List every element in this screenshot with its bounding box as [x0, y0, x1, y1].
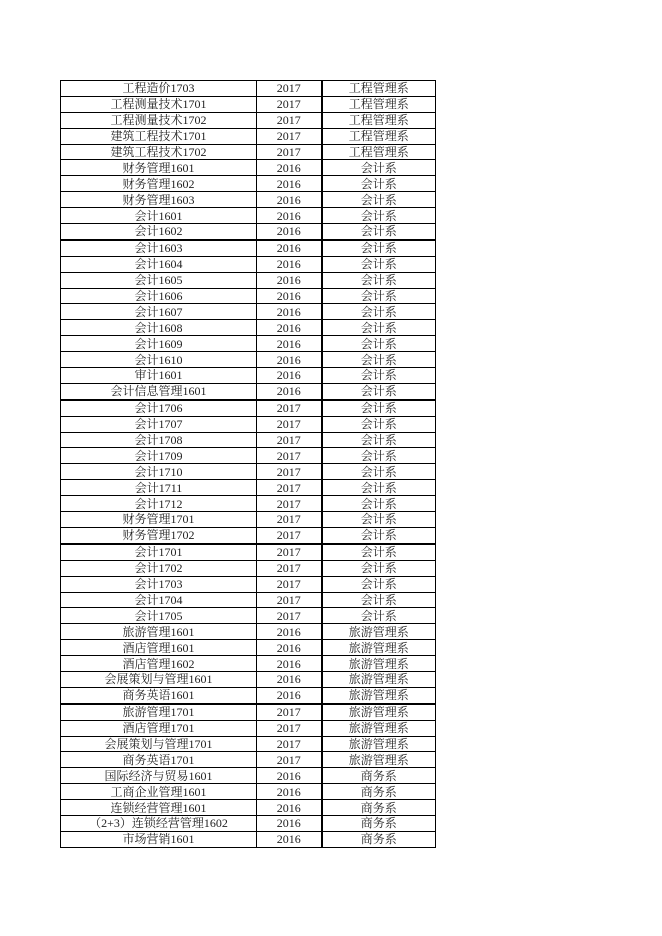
class-name-cell[interactable]: 酒店管理1602: [61, 656, 257, 672]
class-name-cell[interactable]: 会展策划与管理1601: [61, 671, 257, 687]
year-cell[interactable]: 2017: [257, 112, 322, 128]
department-cell[interactable]: 旅游管理系: [322, 736, 436, 752]
year-cell[interactable]: 2017: [257, 448, 322, 464]
table-row: [61, 768, 436, 784]
table-row: [61, 368, 436, 384]
table-row: [61, 81, 436, 97]
year-cell[interactable]: 2017: [257, 496, 322, 512]
table-row: [61, 592, 436, 608]
class-name-cell[interactable]: 商务英语1701: [61, 752, 257, 768]
department-cell[interactable]: 会计系: [322, 416, 436, 432]
table-row: [61, 96, 436, 112]
year-cell[interactable]: 2017: [257, 704, 322, 720]
year-cell[interactable]: 2016: [257, 176, 322, 192]
table-row: [61, 288, 436, 304]
year-cell[interactable]: 2016: [257, 656, 322, 672]
department-cell[interactable]: 会计系: [322, 560, 436, 576]
table-row: [61, 320, 436, 336]
table-row: [61, 464, 436, 480]
class-table: [60, 80, 436, 848]
table-row: [61, 416, 436, 432]
year-cell[interactable]: 2016: [257, 815, 322, 831]
department-cell[interactable]: 工程管理系: [322, 96, 436, 112]
year-cell[interactable]: 2016: [257, 784, 322, 800]
department-cell[interactable]: 旅游管理系: [322, 704, 436, 720]
department-cell[interactable]: 商务系: [322, 831, 436, 847]
department-cell[interactable]: 商务系: [322, 815, 436, 831]
class-name-cell[interactable]: 会计1709: [61, 448, 257, 464]
table-row: [61, 208, 436, 224]
year-cell[interactable]: 2016: [257, 320, 322, 336]
year-cell[interactable]: 2017: [257, 128, 322, 144]
table-row: [61, 496, 436, 512]
department-cell[interactable]: 会计系: [322, 400, 436, 416]
table-row: [61, 272, 436, 288]
table-row: [61, 336, 436, 352]
class-name-cell[interactable]: 会计1710: [61, 464, 257, 480]
table-row: [61, 383, 436, 399]
table-row: [61, 527, 436, 543]
year-cell[interactable]: 2016: [257, 624, 322, 640]
table-row: [61, 304, 436, 320]
table-row: [61, 800, 436, 816]
department-cell[interactable]: 会计系: [322, 176, 436, 192]
department-cell[interactable]: 商务系: [322, 800, 436, 816]
department-cell[interactable]: 会计系: [322, 464, 436, 480]
department-cell[interactable]: 旅游管理系: [322, 640, 436, 656]
year-cell[interactable]: 2017: [257, 81, 322, 97]
department-cell[interactable]: 会计系: [322, 288, 436, 304]
table-row: [61, 704, 436, 720]
department-cell[interactable]: 旅游管理系: [322, 720, 436, 736]
department-cell[interactable]: 旅游管理系: [322, 671, 436, 687]
department-cell[interactable]: 商务系: [322, 768, 436, 784]
class-name-cell[interactable]: 财务管理1701: [61, 512, 257, 528]
class-name-cell[interactable]: 会计1607: [61, 304, 257, 320]
class-name-cell[interactable]: 会计1701: [61, 544, 257, 560]
department-cell[interactable]: 会计系: [322, 592, 436, 608]
class-name-cell[interactable]: 建筑工程技术1701: [61, 128, 257, 144]
class-name-cell[interactable]: 会计1610: [61, 352, 257, 368]
class-name-cell[interactable]: 会计1712: [61, 496, 257, 512]
year-cell[interactable]: 2017: [257, 527, 322, 543]
year-cell[interactable]: 2016: [257, 368, 322, 384]
year-cell[interactable]: 2016: [257, 256, 322, 272]
year-cell[interactable]: 2016: [257, 671, 322, 687]
department-cell[interactable]: 会计系: [322, 576, 436, 592]
department-cell[interactable]: 会计系: [322, 224, 436, 240]
department-cell[interactable]: 会计系: [322, 368, 436, 384]
department-cell[interactable]: 工程管理系: [322, 81, 436, 97]
table-row: [61, 224, 436, 240]
department-cell[interactable]: 会计系: [322, 208, 436, 224]
table-row: [61, 640, 436, 656]
class-name-cell[interactable]: 旅游管理1701: [61, 704, 257, 720]
year-cell[interactable]: 2016: [257, 240, 322, 256]
year-cell[interactable]: 2016: [257, 192, 322, 208]
department-cell[interactable]: 会计系: [322, 240, 436, 256]
table-row: [61, 480, 436, 496]
year-cell[interactable]: 2016: [257, 224, 322, 240]
year-cell[interactable]: 2016: [257, 160, 322, 176]
department-cell[interactable]: 旅游管理系: [322, 656, 436, 672]
table-row: [61, 400, 436, 416]
department-cell[interactable]: 会计系: [322, 527, 436, 543]
year-cell[interactable]: 2016: [257, 304, 322, 320]
class-name-cell[interactable]: 会计1609: [61, 336, 257, 352]
class-name-cell[interactable]: 财务管理1603: [61, 192, 257, 208]
table-row: [61, 656, 436, 672]
table-row: [61, 608, 436, 624]
table-row: [61, 752, 436, 768]
department-cell[interactable]: 会计系: [322, 256, 436, 272]
table-row: [61, 144, 436, 160]
year-cell[interactable]: 2016: [257, 687, 322, 703]
department-cell[interactable]: 会计系: [322, 192, 436, 208]
department-cell[interactable]: 会计系: [322, 304, 436, 320]
table-row: [61, 815, 436, 831]
class-name-cell[interactable]: 工程测量技术1701: [61, 96, 257, 112]
class-name-cell[interactable]: 会计1702: [61, 560, 257, 576]
class-name-cell[interactable]: 会计1601: [61, 208, 257, 224]
class-name-cell[interactable]: 国际经济与贸易1601: [61, 768, 257, 784]
year-cell[interactable]: 2017: [257, 432, 322, 448]
department-cell[interactable]: 旅游管理系: [322, 752, 436, 768]
department-cell[interactable]: 会计系: [322, 432, 436, 448]
table-row: [61, 544, 436, 560]
year-cell[interactable]: 2016: [257, 831, 322, 847]
class-name-cell[interactable]: 会计1704: [61, 592, 257, 608]
year-cell[interactable]: 2016: [257, 800, 322, 816]
year-cell[interactable]: 2017: [257, 464, 322, 480]
class-name-cell[interactable]: 商务英语1601: [61, 687, 257, 703]
department-cell[interactable]: 工程管理系: [322, 128, 436, 144]
class-name-cell[interactable]: 财务管理1601: [61, 160, 257, 176]
year-cell[interactable]: 2017: [257, 480, 322, 496]
class-name-cell[interactable]: 会计1608: [61, 320, 257, 336]
class-name-cell[interactable]: 会计1604: [61, 256, 257, 272]
year-cell[interactable]: 2017: [257, 144, 322, 160]
department-cell[interactable]: 会计系: [322, 272, 436, 288]
year-cell[interactable]: 2017: [257, 96, 322, 112]
department-cell[interactable]: 会计系: [322, 608, 436, 624]
table-row: [61, 624, 436, 640]
table-row: [61, 671, 436, 687]
year-cell[interactable]: 2016: [257, 288, 322, 304]
table-row: [61, 576, 436, 592]
department-cell[interactable]: 工程管理系: [322, 144, 436, 160]
class-name-cell[interactable]: 工程测量技术1702: [61, 112, 257, 128]
department-cell[interactable]: 会计系: [322, 544, 436, 560]
table-row: [61, 256, 436, 272]
department-cell[interactable]: 会计系: [322, 448, 436, 464]
year-cell[interactable]: 2017: [257, 416, 322, 432]
class-name-cell[interactable]: 酒店管理1601: [61, 640, 257, 656]
year-cell[interactable]: 2017: [257, 720, 322, 736]
year-cell[interactable]: 2016: [257, 208, 322, 224]
department-cell[interactable]: 会计系: [322, 496, 436, 512]
class-name-cell[interactable]: 会计信息管理1601: [61, 383, 257, 399]
table-row: [61, 128, 436, 144]
class-name-cell[interactable]: 会计1708: [61, 432, 257, 448]
class-name-cell[interactable]: 会计1703: [61, 576, 257, 592]
year-cell[interactable]: 2017: [257, 736, 322, 752]
class-name-cell[interactable]: 酒店管理1701: [61, 720, 257, 736]
class-name-cell[interactable]: 工商企业管理1601: [61, 784, 257, 800]
table-row: [61, 448, 436, 464]
class-name-cell[interactable]: 会计1602: [61, 224, 257, 240]
table-row: [61, 784, 436, 800]
year-cell[interactable]: 2016: [257, 383, 322, 399]
year-cell[interactable]: 2017: [257, 608, 322, 624]
class-name-cell[interactable]: 连锁经营管理1601: [61, 800, 257, 816]
table-row: [61, 160, 436, 176]
table-row: [61, 192, 436, 208]
year-cell[interactable]: 2017: [257, 512, 322, 528]
year-cell[interactable]: 2016: [257, 272, 322, 288]
department-cell[interactable]: 工程管理系: [322, 112, 436, 128]
class-name-cell[interactable]: 会计1706: [61, 400, 257, 416]
class-name-cell[interactable]: 财务管理1602: [61, 176, 257, 192]
table-row: [61, 352, 436, 368]
year-cell[interactable]: 2017: [257, 752, 322, 768]
class-name-cell[interactable]: 会计1605: [61, 272, 257, 288]
class-table-body: [61, 81, 436, 848]
year-cell[interactable]: 2017: [257, 544, 322, 560]
table-row: [61, 176, 436, 192]
department-cell[interactable]: 会计系: [322, 320, 436, 336]
class-name-cell[interactable]: 市场营销1601: [61, 831, 257, 847]
department-cell[interactable]: 会计系: [322, 512, 436, 528]
year-cell[interactable]: 2016: [257, 640, 322, 656]
class-name-cell[interactable]: 会计1603: [61, 240, 257, 256]
year-cell[interactable]: 2017: [257, 400, 322, 416]
table-row: [61, 831, 436, 847]
table-row: [61, 432, 436, 448]
department-cell[interactable]: 会计系: [322, 383, 436, 399]
class-name-cell[interactable]: （2+3）连锁经营管理1602: [61, 815, 257, 831]
year-cell[interactable]: 2016: [257, 352, 322, 368]
year-cell[interactable]: 2016: [257, 336, 322, 352]
department-cell[interactable]: 会计系: [322, 336, 436, 352]
department-cell[interactable]: 旅游管理系: [322, 687, 436, 703]
class-name-cell[interactable]: 工程造价1703: [61, 81, 257, 97]
table-row: [61, 240, 436, 256]
department-cell[interactable]: 会计系: [322, 352, 436, 368]
year-cell[interactable]: 2017: [257, 576, 322, 592]
class-name-cell[interactable]: 财务管理1702: [61, 527, 257, 543]
table-row: [61, 560, 436, 576]
year-cell[interactable]: 2017: [257, 592, 322, 608]
department-cell[interactable]: 会计系: [322, 160, 436, 176]
department-cell[interactable]: 商务系: [322, 784, 436, 800]
table-row: [61, 112, 436, 128]
class-name-cell[interactable]: 会计1711: [61, 480, 257, 496]
class-name-cell[interactable]: 会展策划与管理1701: [61, 736, 257, 752]
table-row: [61, 720, 436, 736]
class-name-cell[interactable]: 会计1705: [61, 608, 257, 624]
class-name-cell[interactable]: 会计1707: [61, 416, 257, 432]
department-cell[interactable]: 旅游管理系: [322, 624, 436, 640]
table-row: [61, 512, 436, 528]
class-name-cell[interactable]: 旅游管理1601: [61, 624, 257, 640]
class-name-cell[interactable]: 建筑工程技术1702: [61, 144, 257, 160]
class-name-cell[interactable]: 审计1601: [61, 368, 257, 384]
class-name-cell[interactable]: 会计1606: [61, 288, 257, 304]
table-row: [61, 736, 436, 752]
department-cell[interactable]: 会计系: [322, 480, 436, 496]
year-cell[interactable]: 2017: [257, 560, 322, 576]
table-row: [61, 687, 436, 703]
year-cell[interactable]: 2016: [257, 768, 322, 784]
